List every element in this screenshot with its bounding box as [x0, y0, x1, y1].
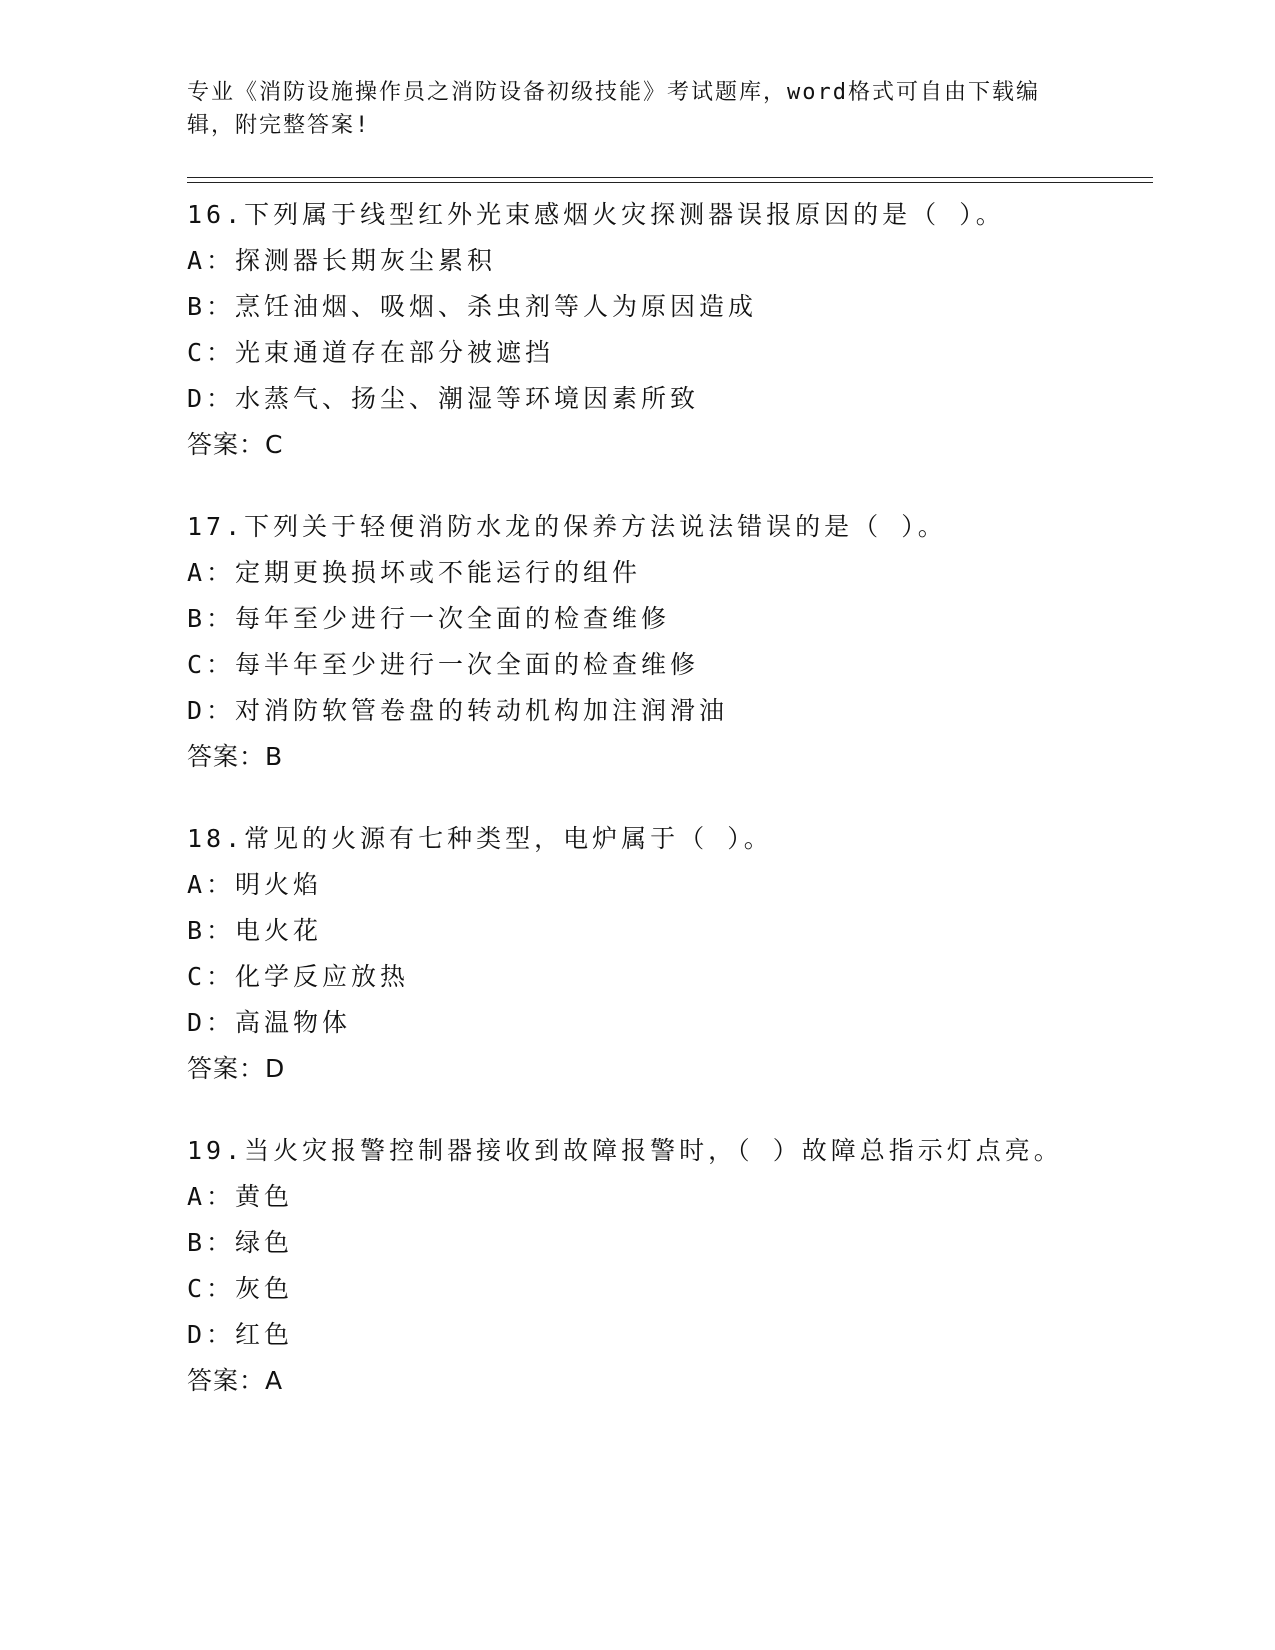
option-d: D：红色: [187, 1320, 294, 1349]
option-b: B：每年至少进行一次全面的检查维修: [187, 604, 671, 633]
question-stem: 18.常见的火源有七种类型，电炉属于（ ）。: [187, 824, 773, 853]
option-b: B：烹饪油烟、吸烟、杀虫剂等人为原因造成: [187, 292, 758, 321]
question-18: [187, 816, 1153, 1092]
answer-line: 答案：B: [187, 742, 284, 771]
option-a: A：探测器长期灰尘累积: [187, 246, 497, 275]
header-divider-bottom: [187, 182, 1153, 183]
option-b: B：绿色: [187, 1228, 294, 1257]
answer-line: 答案：A: [187, 1366, 284, 1395]
header-divider-top: [187, 177, 1153, 178]
option-d: D：对消防软管卷盘的转动机构加注润滑油: [187, 696, 729, 725]
option-c: C：灰色: [187, 1274, 294, 1303]
document-header: 专业《消防设施操作员之消防设备初级技能》考试题库，word格式可自由下载编辑，附完整答案!: [187, 80, 1040, 138]
option-d: D：高温物体: [187, 1008, 352, 1037]
answer-line: 答案：C: [187, 430, 284, 459]
question-17: [187, 504, 1153, 780]
question-stem: 16.下列属于线型红外光束感烟火灾探测器误报原因的是（ ）。: [187, 200, 1005, 229]
option-c: C：每半年至少进行一次全面的检查维修: [187, 650, 700, 679]
answer-line: 答案：D: [187, 1054, 286, 1083]
option-a: A：明火焰: [187, 870, 323, 899]
option-d: D：水蒸气、扬尘、潮湿等环境因素所致: [187, 384, 700, 413]
option-a: A：定期更换损坏或不能运行的组件: [187, 558, 642, 587]
option-a: A：黄色: [187, 1182, 294, 1211]
question-stem: 17.下列关于轻便消防水龙的保养方法说法错误的是（ ）。: [187, 512, 947, 541]
question-16: [187, 192, 1153, 468]
question-stem: 19.当火灾报警控制器接收到故障报警时，（ ）故障总指示灯点亮。: [187, 1136, 1063, 1165]
option-b: B：电火花: [187, 916, 323, 945]
question-19: [187, 1128, 1153, 1404]
question-list: [187, 192, 1153, 1440]
option-c: C：光束通道存在部分被遮挡: [187, 338, 555, 367]
option-c: C：化学反应放热: [187, 962, 410, 991]
